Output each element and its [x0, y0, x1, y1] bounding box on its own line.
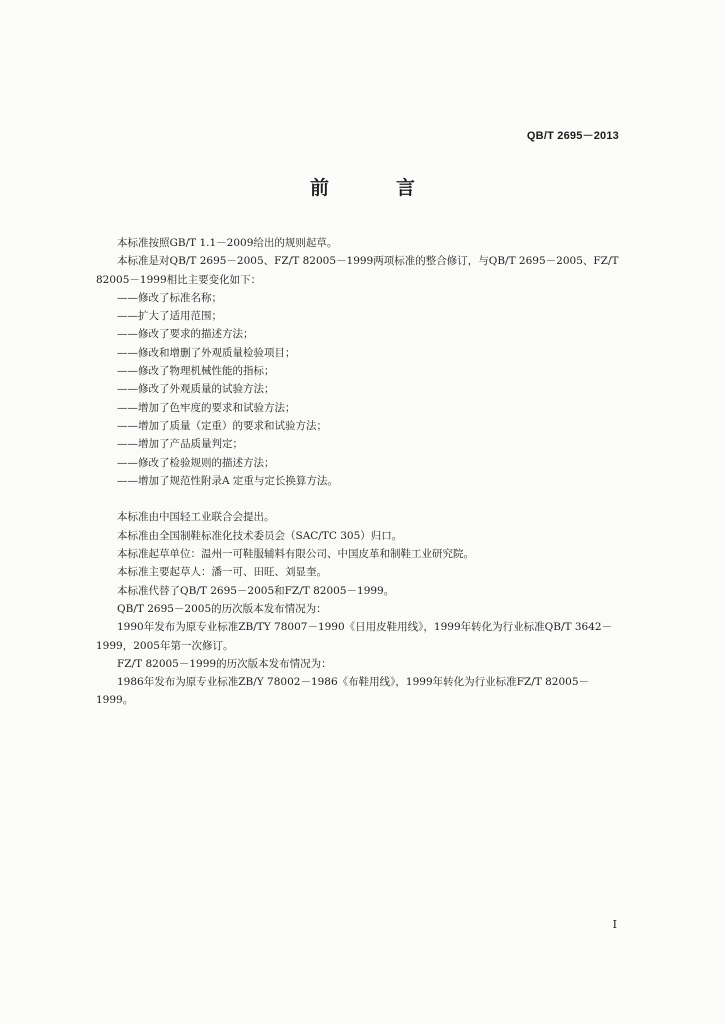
- spacer: [96, 490, 624, 508]
- list-item: ——修改了物理机械性能的指标；: [117, 365, 275, 378]
- doc-code: QB/T 2695－2013: [526, 130, 619, 142]
- paragraph: 本标准由中国轻工业联合会提出。: [117, 511, 275, 524]
- page-title: 前 言: [309, 177, 439, 199]
- paragraph: 本标准代替了QB/T 2695－2005和FZ/T 82005－1999。: [117, 584, 395, 597]
- paragraph: 1986年发布为原专业标准ZB/Y 78002－1986《布鞋用线》，1999年转化为行业标准FZ/T 82005－1999。: [96, 676, 589, 707]
- list-item: ——增加了产品质量判定；: [117, 438, 243, 451]
- paragraph: 本标准是对QB/T 2695－2005、FZ/T 82005－1999两项标准的整合修订，与QB/T 2695－2005、FZ/T 82005－1999相比主要变化如下：: [96, 255, 619, 286]
- paragraph: 1990年发布为原专业标准ZB/TY 78007－1990《日用皮鞋用线》，1999年转化为行业标准QB/T 3642－1999，2005年第一次修订。: [96, 621, 613, 652]
- list-item: ——修改和增删了外观质量检验项目；: [117, 346, 296, 359]
- paragraph: 本标准由全国制鞋标准化技术委员会（SAC/TC 305）归口。: [117, 529, 403, 542]
- list-item: ——修改了要求的描述方法；: [117, 328, 254, 341]
- list-item: ——增加了质量（定重）的要求和试验方法；: [117, 419, 327, 432]
- list-item: ——扩大了适用范围；: [117, 310, 222, 323]
- list-item: ——增加了色牢度的要求和试验方法；: [117, 401, 296, 414]
- list-item: ——修改了检验规则的描述方法；: [117, 456, 275, 469]
- list-item: ——修改了外观质量的试验方法；: [117, 383, 275, 396]
- paragraph: 本标准按照GB/T 1.1－2009给出的规则起草。: [117, 237, 338, 249]
- list-item: ——修改了标准名称；: [117, 291, 222, 304]
- paragraph: FZ/T 82005－1999的历次版本发布情况为：: [117, 657, 332, 670]
- body-text: [96, 234, 624, 710]
- page-number: I: [612, 918, 617, 931]
- paragraph: 本标准主要起草人：潘一可、田旺、刘显奎。: [117, 566, 327, 579]
- paragraph: 本标准起草单位：温州一可鞋服辅料有限公司、中国皮革和制鞋工业研究院。: [117, 548, 474, 561]
- list-item: ——增加了规范性附录A 定重与定长换算方法。: [117, 474, 338, 487]
- paragraph: QB/T 2695－2005的历次版本发布情况为：: [117, 602, 327, 615]
